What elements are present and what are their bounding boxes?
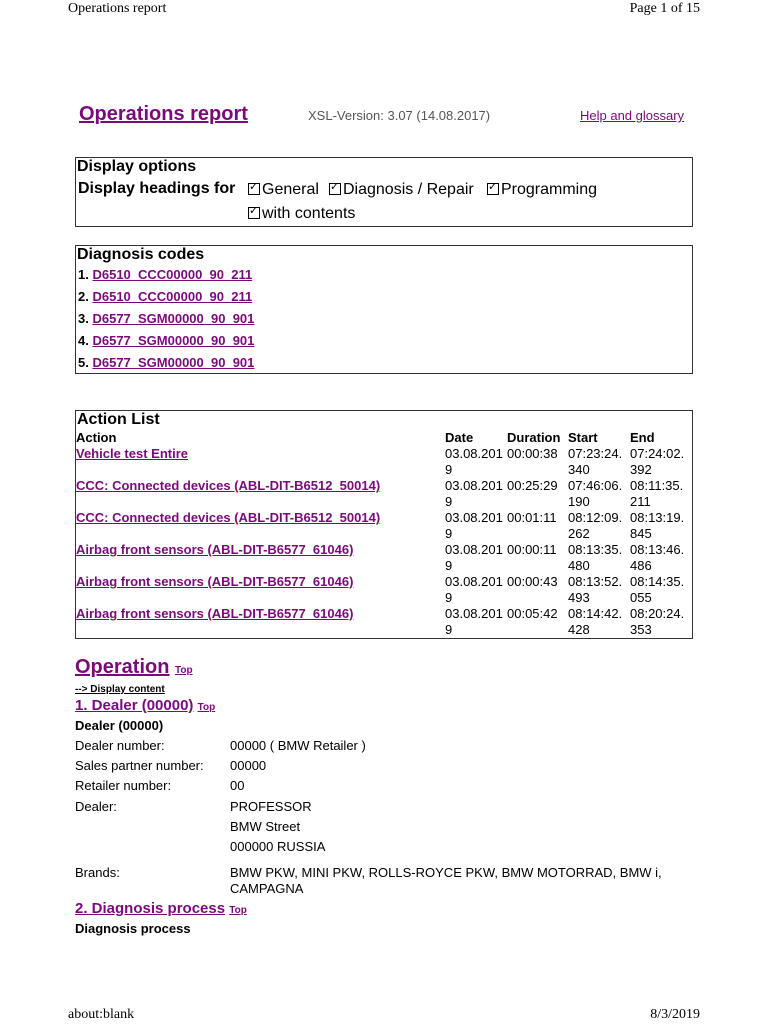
cell-date-wrap: 9 bbox=[445, 462, 453, 477]
retailer-number-value: 00 bbox=[230, 778, 245, 793]
table-row bbox=[76, 574, 692, 606]
list-item: 5. D6577_SGM00000_90_901 bbox=[78, 355, 255, 370]
cell-date-wrap: 9 bbox=[445, 494, 453, 509]
cell-date: 03.08.201 bbox=[445, 606, 503, 621]
table-row bbox=[76, 542, 692, 574]
dealer-heading: 1. Dealer (00000) Top bbox=[75, 697, 216, 714]
brands-value-line2: CAMPAGNA bbox=[230, 881, 304, 896]
dealer-city-line: 000000 RUSSIA bbox=[230, 839, 326, 854]
diagnosis-codes-title: Diagnosis codes bbox=[77, 246, 205, 263]
diagnosis-code-link[interactable]: D6577_SGM00000_90_901 bbox=[92, 355, 255, 370]
list-item: 4. D6577_SGM00000_90_901 bbox=[78, 333, 255, 348]
cell-date: 03.08.201 bbox=[445, 478, 503, 493]
option-programming[interactable]: ✓ Programming bbox=[487, 181, 597, 199]
diagnosis-code-link[interactable]: D6510_CCC00000_90_211 bbox=[92, 267, 253, 282]
diagnosis-process-subheading: Diagnosis process bbox=[75, 921, 191, 936]
cell-start-wrap: 190 bbox=[568, 494, 590, 509]
diagnosis-code-link[interactable]: D6577_SGM00000_90_901 bbox=[92, 311, 255, 326]
cell-duration: 00:01:11 bbox=[507, 510, 557, 525]
checkbox-checked-icon[interactable] bbox=[248, 183, 260, 195]
cell-duration: 00:00:38 bbox=[507, 446, 558, 461]
print-footer-url: about:blank bbox=[68, 1007, 135, 1022]
dealer-number-value: 00000 ( BMW Retailer ) bbox=[230, 738, 366, 753]
checkbox-checked-icon[interactable] bbox=[248, 207, 260, 219]
operation-heading: Operation Top bbox=[75, 656, 193, 678]
table-row bbox=[76, 446, 692, 478]
cell-start-wrap: 493 bbox=[568, 590, 590, 605]
cell-date-wrap: 9 bbox=[445, 558, 453, 573]
diagnosis-code-link[interactable]: D6577_SGM00000_90_901 bbox=[92, 333, 255, 348]
list-item: 2. D6510_CCC00000_90_211 bbox=[78, 289, 253, 304]
cell-date: 03.08.201 bbox=[445, 510, 503, 525]
dealer-label: Dealer: bbox=[75, 799, 117, 814]
display-options-panel bbox=[75, 157, 693, 227]
cell-duration: 00:00:43 bbox=[507, 574, 558, 589]
option-diagnosis-repair[interactable]: ✓ Diagnosis / Repair bbox=[329, 181, 474, 199]
action-link[interactable]: Airbag front sensors (ABL-DIT-B6577_61046) bbox=[76, 574, 354, 589]
print-header-title: Operations report bbox=[68, 1, 167, 16]
cell-end-wrap: 486 bbox=[630, 558, 652, 573]
cell-start-wrap: 480 bbox=[568, 558, 590, 573]
action-list-panel bbox=[75, 410, 693, 639]
page-indicator: Page 1 of 15 bbox=[629, 1, 700, 16]
list-item: 1. D6510_CCC00000_90_211 bbox=[78, 267, 253, 282]
column-header-duration: Duration bbox=[507, 430, 561, 445]
action-link[interactable]: Airbag front sensors (ABL-DIT-B6577_61046) bbox=[76, 542, 354, 557]
cell-start: 08:12:09. bbox=[568, 510, 623, 525]
sales-partner-label: Sales partner number: bbox=[75, 758, 204, 773]
dealer-subheading: Dealer (00000) bbox=[75, 718, 164, 733]
cell-start: 07:46:06. bbox=[568, 478, 623, 493]
cell-end: 08:13:19. bbox=[630, 510, 685, 525]
top-link[interactable]: Top bbox=[197, 702, 216, 713]
action-link[interactable]: CCC: Connected devices (ABL-DIT-B6512_50014) bbox=[76, 478, 381, 493]
table-row bbox=[76, 510, 692, 542]
help-glossary-link[interactable]: Help and glossary bbox=[580, 108, 685, 123]
display-content-link[interactable]: --> Display content bbox=[75, 684, 165, 695]
action-link[interactable]: Vehicle test Entire bbox=[76, 446, 188, 461]
diagnosis-code-link[interactable]: D6510_CCC00000_90_211 bbox=[92, 289, 253, 304]
cell-end-wrap: 845 bbox=[630, 526, 652, 541]
cell-end-wrap: 055 bbox=[630, 590, 652, 605]
cell-start-wrap: 340 bbox=[568, 462, 590, 477]
list-item: 3. D6577_SGM00000_90_901 bbox=[78, 311, 255, 326]
table-row bbox=[76, 478, 692, 510]
option-general[interactable]: ✓ General bbox=[248, 181, 319, 199]
checkbox-checked-icon[interactable] bbox=[487, 183, 499, 195]
column-header-start: Start bbox=[568, 430, 598, 445]
cell-date-wrap: 9 bbox=[445, 590, 453, 605]
cell-start: 08:13:52. bbox=[568, 574, 623, 589]
cell-start: 08:13:35. bbox=[568, 542, 623, 557]
checkbox-checked-icon[interactable] bbox=[329, 183, 341, 195]
cell-duration: 00:05:42 bbox=[507, 606, 558, 621]
cell-date-wrap: 9 bbox=[445, 622, 453, 637]
cell-start-wrap: 262 bbox=[568, 526, 590, 541]
table-header bbox=[76, 430, 692, 446]
dealer-street-line: BMW Street bbox=[230, 819, 301, 834]
top-link[interactable]: Top bbox=[229, 905, 247, 916]
column-header-date: Date bbox=[445, 430, 474, 445]
cell-end-wrap: 353 bbox=[630, 622, 652, 637]
brands-label: Brands: bbox=[75, 865, 120, 880]
cell-start-wrap: 428 bbox=[568, 622, 590, 637]
display-headings-label: Display headings for bbox=[78, 180, 236, 197]
action-link[interactable]: CCC: Connected devices (ABL-DIT-B6512_50014) bbox=[76, 510, 381, 525]
cell-end-wrap: 211 bbox=[630, 494, 651, 509]
diagnosis-codes-panel bbox=[75, 245, 693, 374]
sales-partner-value: 00000 bbox=[230, 758, 267, 773]
display-options-title: Display options bbox=[77, 158, 197, 175]
column-header-end: End bbox=[630, 430, 655, 445]
xsl-version: XSL-Version: 3.07 (14.08.2017) bbox=[308, 108, 491, 123]
print-footer-date: 8/3/2019 bbox=[650, 1007, 700, 1022]
table-row bbox=[76, 606, 692, 638]
option-with-contents[interactable]: ✓with contents bbox=[248, 205, 355, 223]
cell-end-wrap: 392 bbox=[630, 462, 652, 477]
cell-end: 08:11:35. bbox=[630, 478, 684, 493]
brands-value-line1: BMW PKW, MINI PKW, ROLLS-ROYCE PKW, BMW MOTORRAD, BMW i, bbox=[230, 865, 662, 880]
cell-duration: 00:25:29 bbox=[507, 478, 558, 493]
action-list-title: Action List bbox=[77, 411, 160, 428]
cell-end: 08:20:24. bbox=[630, 606, 685, 621]
cell-duration: 00:00:11 bbox=[507, 542, 557, 557]
top-link[interactable]: Top bbox=[175, 665, 193, 676]
cell-start: 08:14:42. bbox=[568, 606, 623, 621]
cell-end: 08:14:35. bbox=[630, 574, 685, 589]
cell-end: 07:24:02. bbox=[630, 446, 685, 461]
cell-date: 03.08.201 bbox=[445, 574, 503, 589]
column-header-action: Action bbox=[76, 430, 117, 445]
cell-end: 08:13:46. bbox=[630, 542, 685, 557]
diagnosis-process-heading: 2. Diagnosis process Top bbox=[75, 900, 247, 917]
cell-date: 03.08.201 bbox=[445, 542, 503, 557]
report-title: Operations report bbox=[79, 103, 248, 125]
retailer-number-label: Retailer number: bbox=[75, 778, 172, 793]
cell-date-wrap: 9 bbox=[445, 526, 453, 541]
dealer-number-label: Dealer number: bbox=[75, 738, 165, 753]
cell-start: 07:23:24. bbox=[568, 446, 623, 461]
cell-date: 03.08.201 bbox=[445, 446, 503, 461]
dealer-name-line: PROFESSOR bbox=[230, 799, 312, 814]
action-link[interactable]: Airbag front sensors (ABL-DIT-B6577_61046) bbox=[76, 606, 354, 621]
